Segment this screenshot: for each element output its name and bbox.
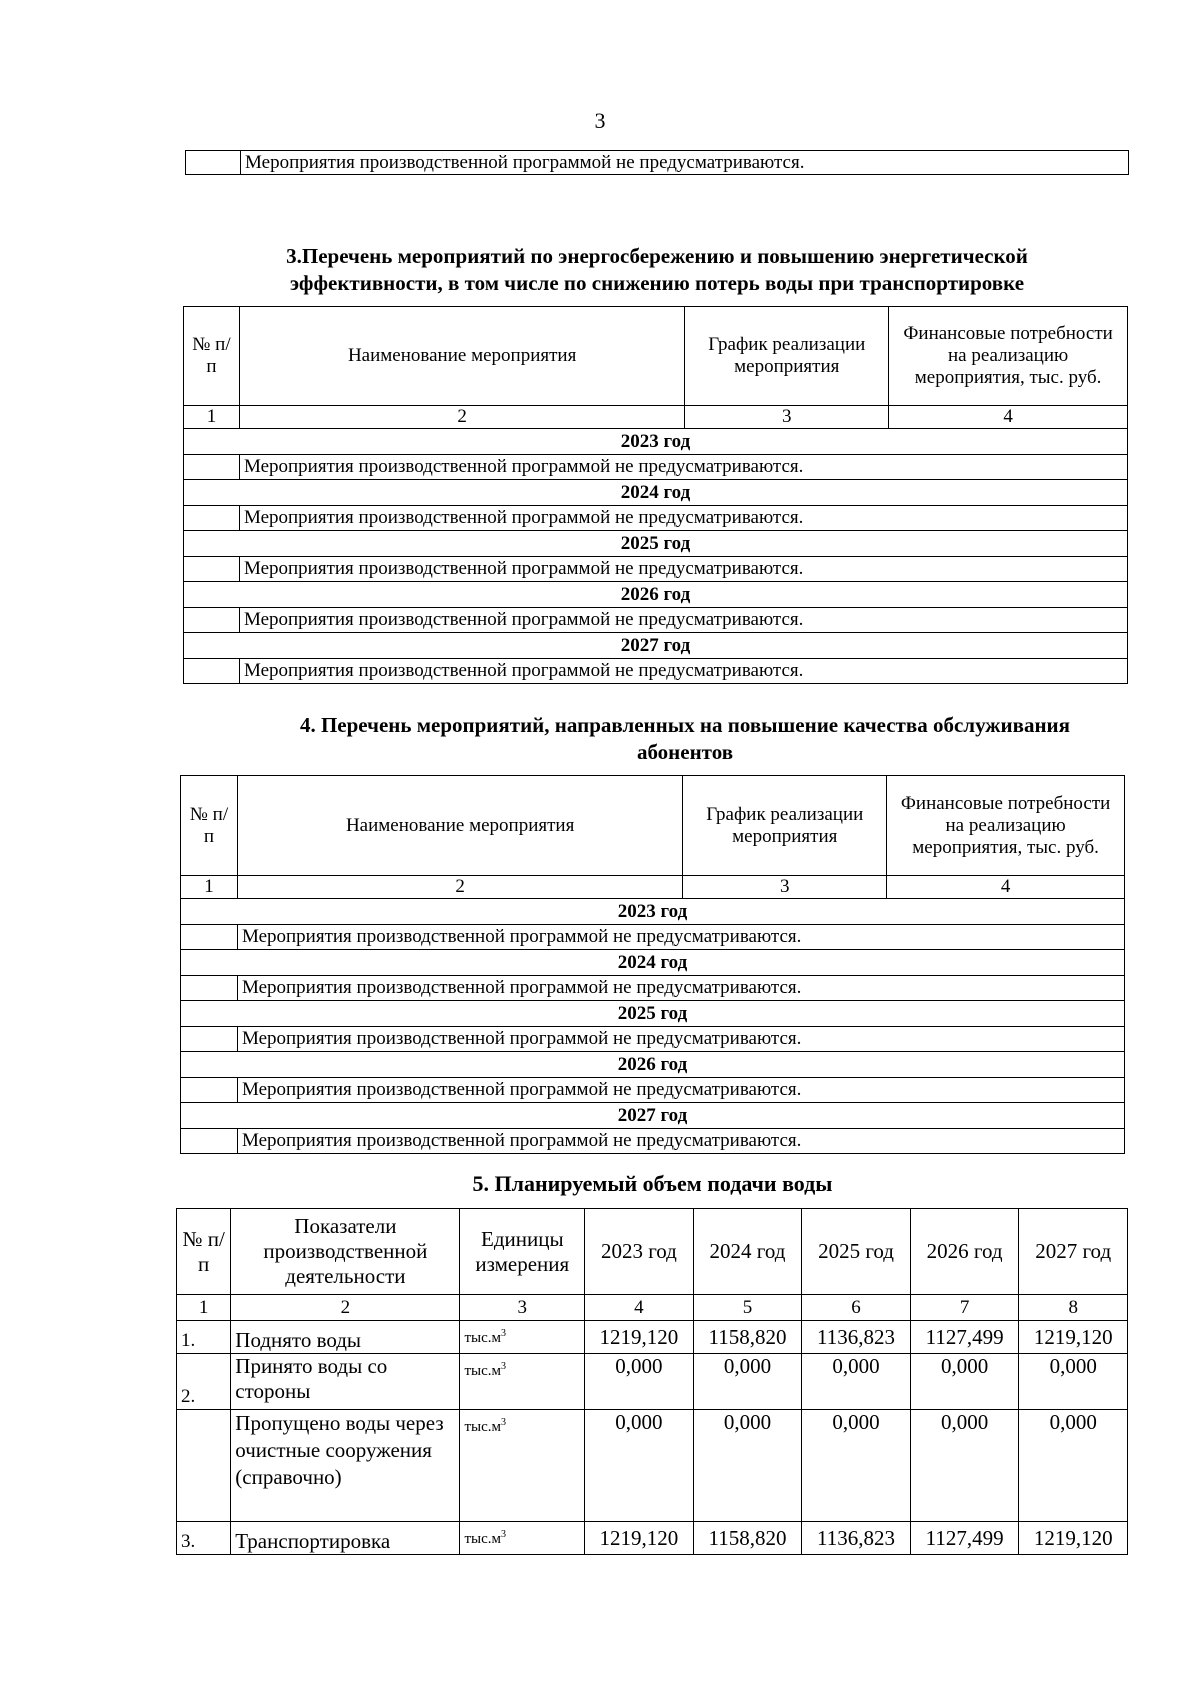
year-row: 2023 год bbox=[181, 899, 1125, 925]
unit-base: тыс.м bbox=[464, 1363, 502, 1379]
section3-title bbox=[185, 243, 1129, 297]
measure-text: Мероприятия производственной программой не предусматриваются. bbox=[239, 557, 1127, 582]
year-row: 2027 год bbox=[184, 633, 1128, 659]
header-num: № п/п bbox=[181, 776, 238, 876]
row-num bbox=[177, 1410, 231, 1522]
col-number: 5 bbox=[693, 1295, 802, 1321]
header-year: 2023 год bbox=[585, 1209, 694, 1295]
row-value: 0,000 bbox=[910, 1354, 1019, 1410]
page-number: 3 bbox=[594, 108, 606, 133]
year-row: 2024 год bbox=[181, 950, 1125, 976]
year-row: 2027 год bbox=[181, 1103, 1125, 1129]
col-number: 2 bbox=[237, 876, 682, 899]
empty-cell bbox=[184, 557, 240, 582]
col-number: 3 bbox=[685, 406, 889, 429]
empty-cell bbox=[184, 455, 240, 480]
empty-cell bbox=[184, 506, 240, 531]
year-row: 2025 год bbox=[181, 1001, 1125, 1027]
row-indicator: Транспортировка bbox=[231, 1522, 460, 1555]
unit-base: тыс.м bbox=[464, 1531, 502, 1547]
row-value: 1219,120 bbox=[585, 1522, 694, 1555]
row-num: 2. bbox=[177, 1354, 231, 1410]
year-row: 2024 год bbox=[184, 480, 1128, 506]
row-value: 0,000 bbox=[693, 1410, 802, 1522]
row-value: 1158,820 bbox=[693, 1522, 802, 1555]
section4-title-line1: 4. Перечень мероприятий, направленных на повышение качества обслуживания bbox=[299, 713, 1071, 737]
header-unit: Единицы измерения bbox=[460, 1209, 585, 1295]
row-indicator: Пропущено воды через очистные сооружения (справочно) bbox=[231, 1410, 460, 1522]
empty-cell bbox=[184, 659, 240, 684]
header-num: № п/п bbox=[184, 307, 240, 406]
col-number: 1 bbox=[181, 876, 238, 899]
top-table bbox=[185, 150, 1129, 175]
row-value: 1127,499 bbox=[910, 1522, 1019, 1555]
header-indicator: Показатели производственной деятельности bbox=[231, 1209, 460, 1295]
header-year: 2026 год bbox=[910, 1209, 1019, 1295]
row-unit bbox=[460, 1354, 585, 1410]
empty-cell bbox=[181, 925, 238, 950]
row-value: 1136,823 bbox=[802, 1522, 911, 1555]
row-value: 1219,120 bbox=[1019, 1522, 1128, 1555]
row-value: 1219,120 bbox=[1019, 1321, 1128, 1354]
col-number: 8 bbox=[1019, 1295, 1128, 1321]
year-row: 2025 год bbox=[184, 531, 1128, 557]
unit-sup: 3 bbox=[501, 1361, 507, 1372]
year-row: 2026 год bbox=[184, 582, 1128, 608]
header-finance: Финансовые потребности на реализацию мероприятия, тыс. руб. bbox=[887, 776, 1125, 876]
unit-base: тыс.м bbox=[464, 1330, 502, 1346]
col-number: 2 bbox=[239, 406, 684, 429]
top-table-text: Мероприятия производственной программой не предусматриваются. bbox=[241, 151, 1129, 175]
header-num: № п/п bbox=[177, 1209, 231, 1295]
empty-cell bbox=[181, 1129, 238, 1154]
measure-text: Мероприятия производственной программой не предусматриваются. bbox=[239, 506, 1127, 531]
col-number: 4 bbox=[887, 876, 1125, 899]
col-number: 3 bbox=[683, 876, 887, 899]
header-schedule: График реализации мероприятия bbox=[685, 307, 889, 406]
section4-title-line2: абонентов bbox=[636, 740, 734, 764]
empty-cell bbox=[181, 1078, 238, 1103]
row-unit bbox=[460, 1522, 585, 1555]
row-value: 0,000 bbox=[910, 1410, 1019, 1522]
section4-table bbox=[180, 775, 1125, 1154]
unit-sup: 3 bbox=[501, 1529, 507, 1540]
measure-text: Мероприятия производственной программой не предусматриваются. bbox=[237, 976, 1124, 1001]
row-indicator: Поднято воды bbox=[231, 1321, 460, 1354]
col-number: 6 bbox=[802, 1295, 911, 1321]
section3-title-line2: эффективности, в том числе по снижению потерь воды при транспортировке bbox=[289, 271, 1025, 295]
row-unit bbox=[460, 1410, 585, 1522]
measure-text: Мероприятия производственной программой не предусматриваются. bbox=[239, 608, 1127, 633]
measure-text: Мероприятия производственной программой не предусматриваются. bbox=[237, 1129, 1124, 1154]
unit-base: тыс.м bbox=[464, 1419, 502, 1435]
row-num: 1. bbox=[177, 1321, 231, 1354]
row-value: 1219,120 bbox=[585, 1321, 694, 1354]
row-value: 0,000 bbox=[1019, 1410, 1128, 1522]
row-value: 1127,499 bbox=[910, 1321, 1019, 1354]
col-number: 7 bbox=[910, 1295, 1019, 1321]
row-value: 1158,820 bbox=[693, 1321, 802, 1354]
col-number: 4 bbox=[889, 406, 1128, 429]
header-year: 2027 год bbox=[1019, 1209, 1128, 1295]
section3-title-line1: 3.Перечень мероприятий по энергосбережению и повышению энергетической bbox=[286, 244, 1028, 268]
row-indicator: Принято воды со стороны bbox=[231, 1354, 460, 1410]
section4-title bbox=[250, 712, 1120, 766]
measure-text: Мероприятия производственной программой не предусматриваются. bbox=[237, 1027, 1124, 1052]
row-value: 0,000 bbox=[585, 1410, 694, 1522]
empty-cell bbox=[186, 151, 241, 175]
row-value: 0,000 bbox=[1019, 1354, 1128, 1410]
col-number: 1 bbox=[177, 1295, 231, 1321]
section5-title: 5. Планируемый объем подачи воды bbox=[472, 1171, 833, 1196]
row-value: 0,000 bbox=[802, 1410, 911, 1522]
header-year: 2025 год bbox=[802, 1209, 911, 1295]
section5-table bbox=[176, 1208, 1128, 1555]
empty-cell bbox=[181, 1027, 238, 1052]
year-row: 2026 год bbox=[181, 1052, 1125, 1078]
header-year: 2024 год bbox=[693, 1209, 802, 1295]
header-schedule: График реализации мероприятия bbox=[683, 776, 887, 876]
measure-text: Мероприятия производственной программой не предусматриваются. bbox=[239, 455, 1127, 480]
col-number: 2 bbox=[231, 1295, 460, 1321]
measure-text: Мероприятия производственной программой не предусматриваются. bbox=[237, 1078, 1124, 1103]
col-number: 3 bbox=[460, 1295, 585, 1321]
measure-text: Мероприятия производственной программой не предусматриваются. bbox=[237, 925, 1124, 950]
col-number: 1 bbox=[184, 406, 240, 429]
empty-cell bbox=[181, 976, 238, 1001]
col-number: 4 bbox=[585, 1295, 694, 1321]
year-row: 2023 год bbox=[184, 429, 1128, 455]
empty-cell bbox=[184, 608, 240, 633]
header-finance: Финансовые потребности на реализацию мероприятия, тыс. руб. bbox=[889, 307, 1128, 406]
unit-sup: 3 bbox=[501, 1417, 507, 1428]
header-name: Наименование мероприятия bbox=[239, 307, 684, 406]
measure-text: Мероприятия производственной программой не предусматриваются. bbox=[239, 659, 1127, 684]
row-num: 3. bbox=[177, 1522, 231, 1555]
header-name: Наименование мероприятия bbox=[237, 776, 682, 876]
row-value: 0,000 bbox=[802, 1354, 911, 1410]
row-value: 1136,823 bbox=[802, 1321, 911, 1354]
row-unit bbox=[460, 1321, 585, 1354]
row-value: 0,000 bbox=[693, 1354, 802, 1410]
section3-table bbox=[183, 306, 1128, 684]
row-value: 0,000 bbox=[585, 1354, 694, 1410]
unit-sup: 3 bbox=[501, 1328, 507, 1339]
